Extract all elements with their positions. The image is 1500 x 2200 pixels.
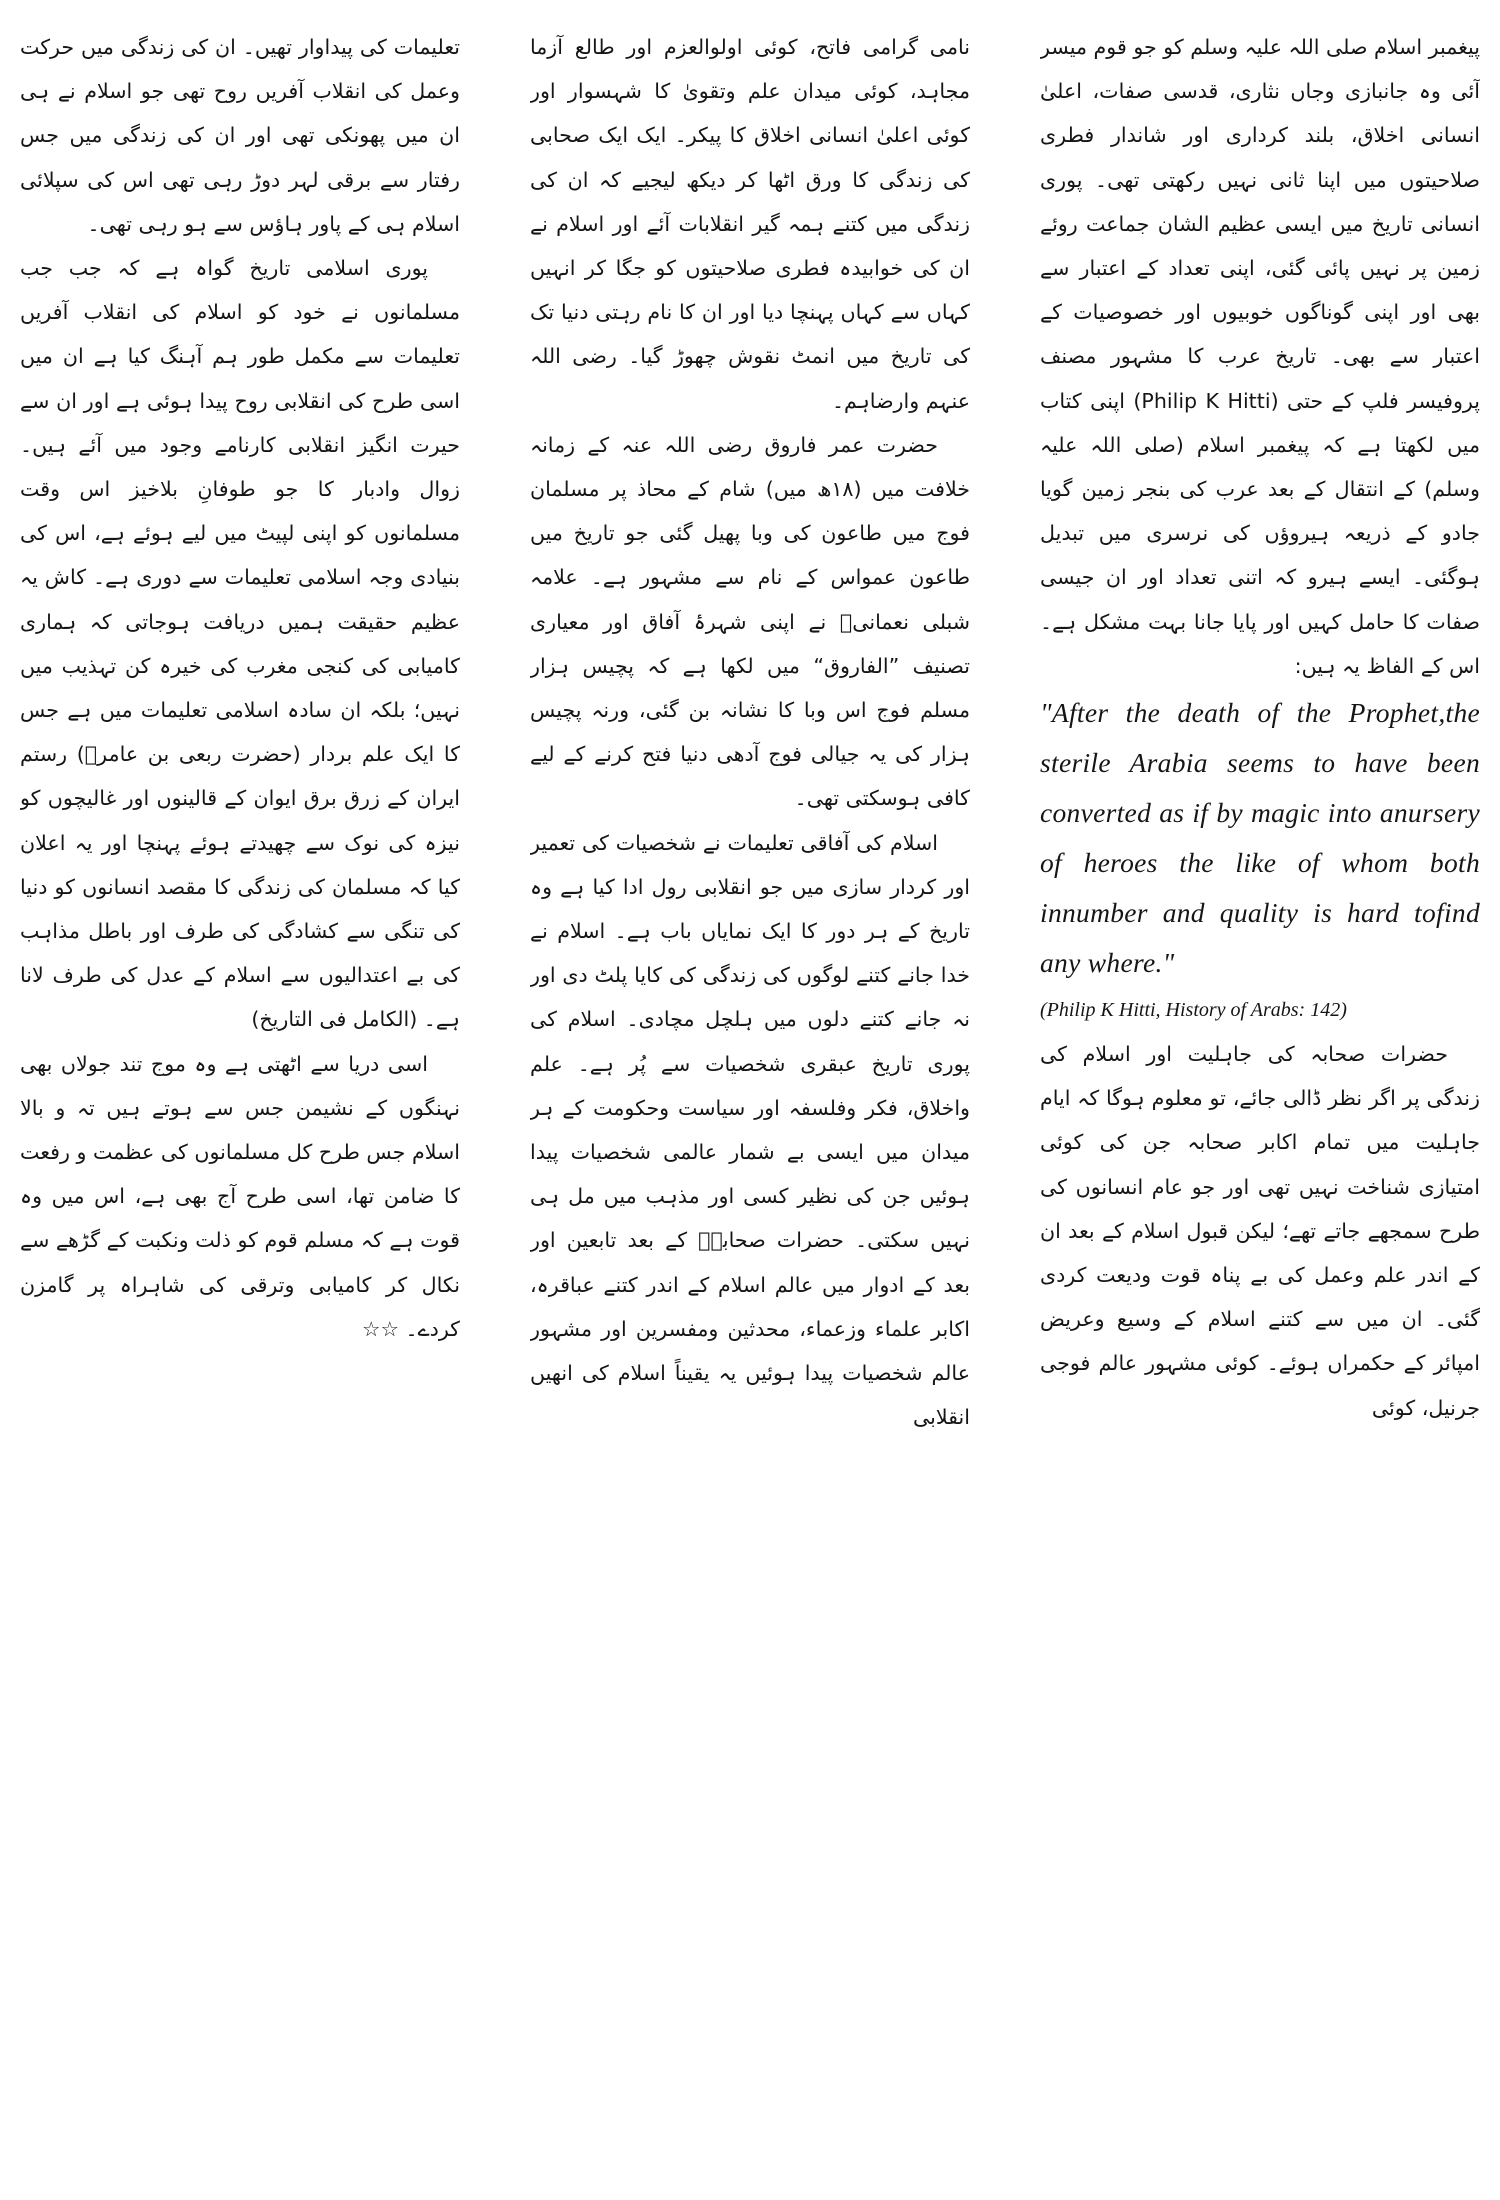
paragraph: اسلام کی آفاقی تعلیمات نے شخصیات کی تعمیر اور کردار سازی میں جو انقلابی رول ادا کیا ہے وہ تاریخ کے ہر دور کا ایک نمایاں باب ہے۔ اسلام نے خدا جانے کتنے لوگوں کی زندگی کی کایا پلٹ دی اور نہ جانے کتنے دلوں میں ہلچل مچادی۔ اسلام کی پوری تاریخ عبقری شخصیات سے پُر ہے۔ علم واخلاق، فکر وفلسفہ اور سیاست وحکومت کے ہر میدان میں ایسی بے شمار عالمی شخصیات پیدا ہوئیں جن کی نظیر کسی اور مذہب میں مل ہی نہیں سکتی۔ حضرات صحابہؓ کے بعد تابعین اور بعد کے ادوار میں عالم اسلام کے اندر کتنے عباقرہ، اکابر علماء وزعماء، محدثین ومفسرین اور مشہور عالم شخصیات پیدا ہوئیں یہ یقیناً اسلام کی انھیں انقلابی xyxy=(530,830,970,1430)
paragraph: تعلیمات کی پیداوار تھیں۔ ان کی زندگی میں حرکت وعمل کی انقلاب آفریں روح تھی جو اسلام نے ہی ان میں پھونکی تھی اور ان کی زندگی میں جس رفتار سے برقی لہر دوڑ رہی تھی اس کی سپلائی اسلام ہی کے پاور ہاؤس سے ہو رہی تھی۔ xyxy=(20,35,460,236)
newspaper-page xyxy=(20,25,1480,2185)
article-column-left xyxy=(20,25,460,2185)
paragraph: حضرات صحابہ کی جاہلیت اور اسلام کی زندگی پر اگر نظر ڈالی جائے، تو معلوم ہوگا کہ ایام جاہلیت میں تمام اکابر صحابہ جن کی کوئی امتیازی شناخت نہیں تھی اور جو عام انسانوں کی طرح سمجھے جاتے تھے؛ لیکن قبول اسلام کے بعد ان کے اندر علم وعمل کی بے پناہ قوت ودیعت کردی گئی۔ ان میں سے کتنے اسلام کے وسیع وعریض امپائر کے حکمراں ہوئے۔ کوئی مشہور عالم فوجی جرنیل، کوئی xyxy=(1040,1042,1480,1420)
end-mark-stars: ☆☆ xyxy=(362,1316,399,1341)
closing-text: اسی دریا سے اٹھتی ہے وہ موج تند جولاں بھی نہنگوں کے نشیمن جس سے ہوتے ہیں تہ و بالا اسلام جس طرح کل مسلمانوں کی عظمت و رفعت کا ضامن تھا، اسی طرح آج بھی ہے، اس میں وہ قوت ہے کہ مسلم قوم کو ذلت ونکبت کے گڑھے سے نکال کر کامیابی وترقی کی شاہراہ پر گامزن کردے۔ xyxy=(20,1051,460,1341)
english-quote: "After the death of the Prophet,the sterile Arabia seems to have been converted as if by magic into anursery of heroes the like of whom both innumber and quality is hard tofind any where." xyxy=(1040,697,1480,979)
paragraph: حضرت عمر فاروق رضی اللہ عنہ کے زمانہ خلافت میں (۱۸ھ میں) شام کے محاذ پر مسلمان فوج میں طاعون کی وبا پھیل گئی جو تاریخ میں طاعون عمواس کے نام سے مشہور ہے۔ علامہ شبلی نعمانیؒ نے اپنی شہرۂ آفاق اور معیاری تصنیف ”الفاروق“ میں لکھا ہے کہ پچیس ہزار مسلم فوج اس وبا کا نشانہ بن گئی، ورنہ پچیس ہزار کی یہ جیالی فوج آدھی دنیا فتح کرنے کے لیے کافی ہوسکتی تھی۔ xyxy=(530,432,970,811)
paragraph: پوری اسلامی تاریخ گواہ ہے کہ جب جب مسلمانوں نے خود کو اسلام کی انقلاب آفریں تعلیمات سے مکمل طور ہم آہنگ کیا ہے ان میں اسی طرح کی انقلابی روح پیدا ہوئی ہے اور ان سے حیرت انگیز انقلابی کارنامے وجود میں آئے ہیں۔ زوال وادبار کا جو طوفانِ بلاخیز اس وقت مسلمانوں کو اپنی لپیٹ میں لیے ہوئے ہے، اس کی بنیادی وجہ اسلامی تعلیمات سے دوری ہے۔ کاش یہ عظیم حقیقت ہمیں دریافت ہوجاتی کہ ہماری کامیابی کی کنجی مغرب کی خیرہ کن تہذیب میں نہیں؛ بلکہ ان سادہ اسلامی تعلیمات میں ہے جس کا ایک علم بردار (حضرت ربعی بن عامرؓ) رستم ایران کے زرق برق ایوان کے قالینوں اور غالیچوں کو نیزہ کی نوک سے چھیدتے ہوئے پہنچا اور یہ اعلان کیا کہ مسلمان کی زندگی کا مقصد انسانوں کو دنیا کی تنگی سے کشادگی کی طرف اور باطل مذاہب کی بے اعتدالیوں سے اسلام کے عدل کی طرف لانا ہے۔ (الکامل فی التاریخ) xyxy=(20,256,460,1032)
paragraph: نامی گرامی فاتح، کوئی اولوالعزم اور طالع آزما مجاہد، کوئی میدان علم وتقویٰ کا شہسوار اور کوئی اعلیٰ انسانی اخلاق کا پیکر۔ ایک ایک صحابی کی زندگی کا ورق اٹھا کر دیکھ لیجیے کہ ان کی زندگی میں کتنے ہمہ گیر انقلابات آئے اور اسلام نے ان کی خوابیدہ فطری صلاحیتوں کو جگا کر انہیں کہاں سے کہاں پہنچا دیا اور ان کا نام رہتی دنیا تک کی تاریخ میں انمٹ نقوش چھوڑ گیا۔ رضی اللہ عنہم وارضاہم۔ xyxy=(530,35,970,413)
quote-citation: (Philip K Hitti, History of Arabs: 142) xyxy=(1040,999,1347,1022)
paragraph: پیغمبر اسلام صلی اللہ علیہ وسلم کو جو قوم میسر آئی وہ جانبازی وجاں نثاری، قدسی صفات، اعلیٰ انسانی اخلاق، بلند کرداری اور شاندار فطری صلاحیتوں میں اپنا ثانی نہیں رکھتی تھی۔ پوری انسانی تاریخ میں ایسی عظیم الشان جماعت روئے زمین پر نہیں پائی گئی، اپنی تعداد کے اعتبار سے بھی اور اپنی گوناگوں خوبیوں اور خصوصیات کے اعتبار سے بھی۔ تاریخ عرب کا مشہور مصنف پروفیسر فلپ کے حتی (Philip K Hitti) اپنی کتاب میں لکھتا ہے کہ پیغمبر اسلام (صلی اللہ علیہ وسلم) کے انتقال کے بعد عرب کی بنجر زمین گویا جادو کے ذریعہ ہیروؤں کی نرسری میں تبدیل ہوگئی۔ ایسے ہیرو کہ اتنی تعداد اور ان جیسی صفات کا حامل کہیں اور پایا جانا بہت مشکل ہے۔ اس کے الفاظ یہ ہیں: xyxy=(1040,35,1480,678)
article-column-middle xyxy=(530,25,970,2185)
article-column-right xyxy=(1040,25,1480,2185)
paragraph xyxy=(20,1042,460,1351)
